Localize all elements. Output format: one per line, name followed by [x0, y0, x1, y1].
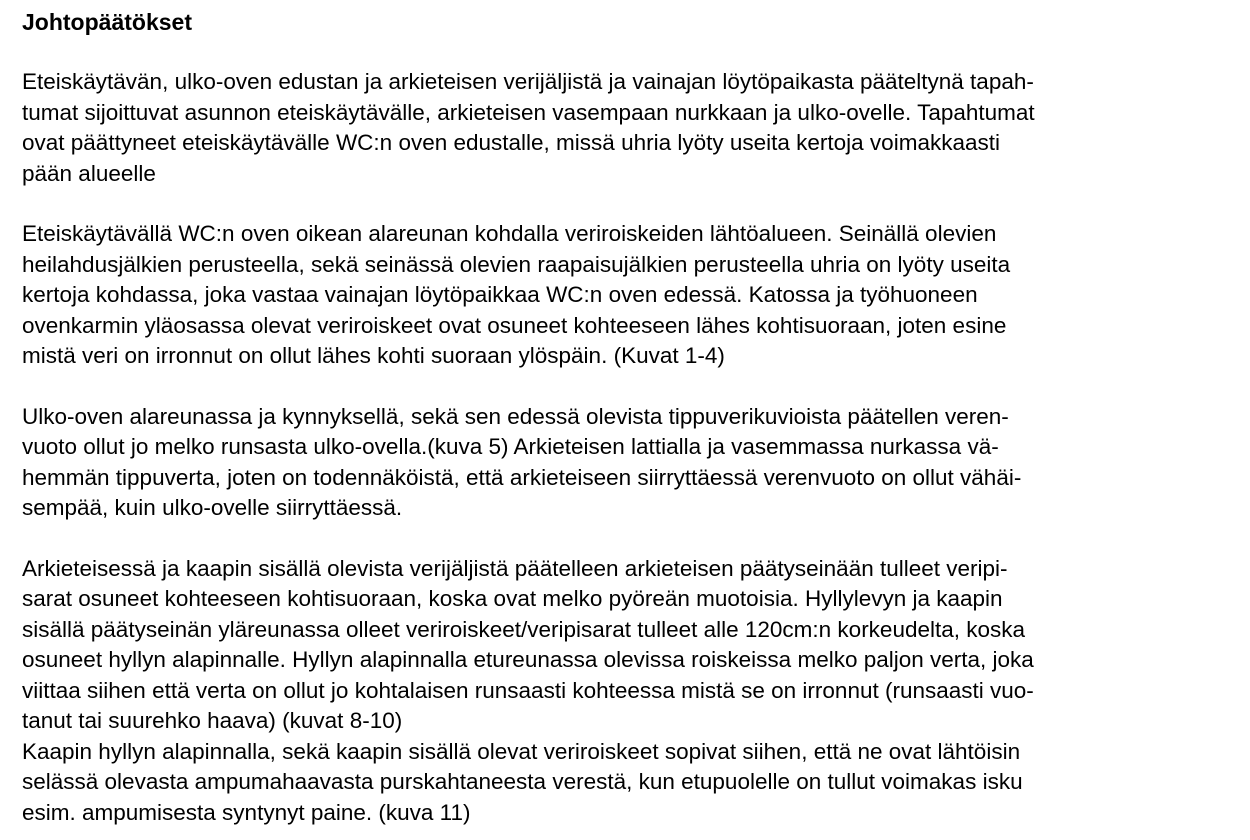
text-line: Eteiskäytävällä WC:n oven oikean alareunan kohdalla veriroiskeiden lähtöalueen. Seinällä olevien	[22, 221, 997, 246]
text-line: Eteiskäytävän, ulko-oven edustan ja arkieteisen verijäljistä ja vainajan löytöpaikasta pääteltynä tapah-	[22, 69, 1034, 94]
paragraph-4	[22, 554, 1232, 829]
text-line: pään alueelle	[22, 160, 156, 186]
text-line: Arkieteisessä ja kaapin sisällä olevista verijäljistä päätelleen arkieteisen päätyseinään tulleet veripi-	[22, 555, 1008, 581]
text-line: sempää, kuin ulko-ovelle siirryttäessä.	[22, 495, 403, 520]
text-line: hemmän tippuverta, joten on todennäköistä, että arkieteiseen siirryttäessä verenvuoto on ollut vähäi-	[22, 464, 1022, 490]
text-line: osuneet hyllyn alapinnalle. Hyllyn alapinnalla etureunassa olevissa roiskeissa melko paljon verta, joka	[22, 647, 1034, 672]
text-line: tumat sijoittuvat asunnon eteiskäytävälle, arkieteisen vasempaan nurkkaan ja ulko-ovelle. Tapahtumat	[22, 99, 1035, 125]
paragraph-2	[22, 219, 1232, 372]
paragraph-spacer	[22, 37, 1232, 67]
document-page	[22, 7, 1232, 828]
text-line: ovenkarmin yläosassa olevat veriroiskeet ovat osuneet kohteeseen lähes kohtisuoraan, joten esine	[22, 312, 1007, 338]
text-line: heilahdusjälkien perusteella, sekä seinässä olevien raapaisujälkien perusteella uhria on lyöty useita	[22, 251, 1011, 277]
text-line: viittaa siihen että verta on ollut jo kohtalaisen runsaasti kohteessa mistä se on irronnut (runsaasti vuo-	[22, 677, 1034, 703]
text-line: Kaapin hyllyn alapinnalla, sekä kaapin sisällä olevat veriroiskeet sopivat siihen, että ne ovat lähtöisin	[22, 738, 1021, 764]
text-line: sisällä päätyseinän yläreunassa olleet veriroiskeet/veripisarat tulleet alle 120cm:n korkeudelta, koska	[22, 616, 1026, 642]
text-line: sarat osuneet kohteeseen kohtisuoraan, koska ovat melko pyöreän muotoisia. Hyllylevyn ja kaapin	[22, 586, 1003, 611]
text-line: vuoto ollut jo melko runsasta ulko-ovella.(kuva 5) Arkieteisen lattialla ja vasemmassa nurkassa vä-	[22, 434, 999, 459]
text-line: esim. ampumisesta syntynyt paine. (kuva 11)	[22, 799, 471, 825]
text-line: tanut tai suurehko haava) (kuvat 8-10)	[22, 708, 403, 733]
paragraph-spacer	[22, 524, 1232, 554]
paragraph-spacer	[22, 372, 1232, 402]
paragraph-1	[22, 67, 1232, 189]
text-line: selässä olevasta ampumahaavasta purskahtaneesta verestä, kun etupuolelle on tullut voimakas isku	[22, 769, 1023, 794]
document-heading: Johtopäätökset	[22, 9, 192, 35]
text-line: mistä veri on irronnut on ollut lähes kohti suoraan ylöspäin. (Kuvat 1-4)	[22, 343, 725, 368]
paragraph-3	[22, 402, 1232, 524]
paragraph-spacer	[22, 189, 1232, 219]
text-line: Ulko-oven alareunassa ja kynnyksellä, sekä sen edessä olevista tippuverikuvioista päätellen veren-	[22, 403, 1009, 429]
text-line: ovat päättyneet eteiskäytävälle WC:n oven edustalle, missä uhria lyöty useita kertoja voimakkaasti	[22, 130, 1000, 155]
text-line: kertoja kohdassa, joka vastaa vainajan löytöpaikkaa WC:n oven edessä. Katossa ja työhuoneen	[22, 282, 978, 307]
